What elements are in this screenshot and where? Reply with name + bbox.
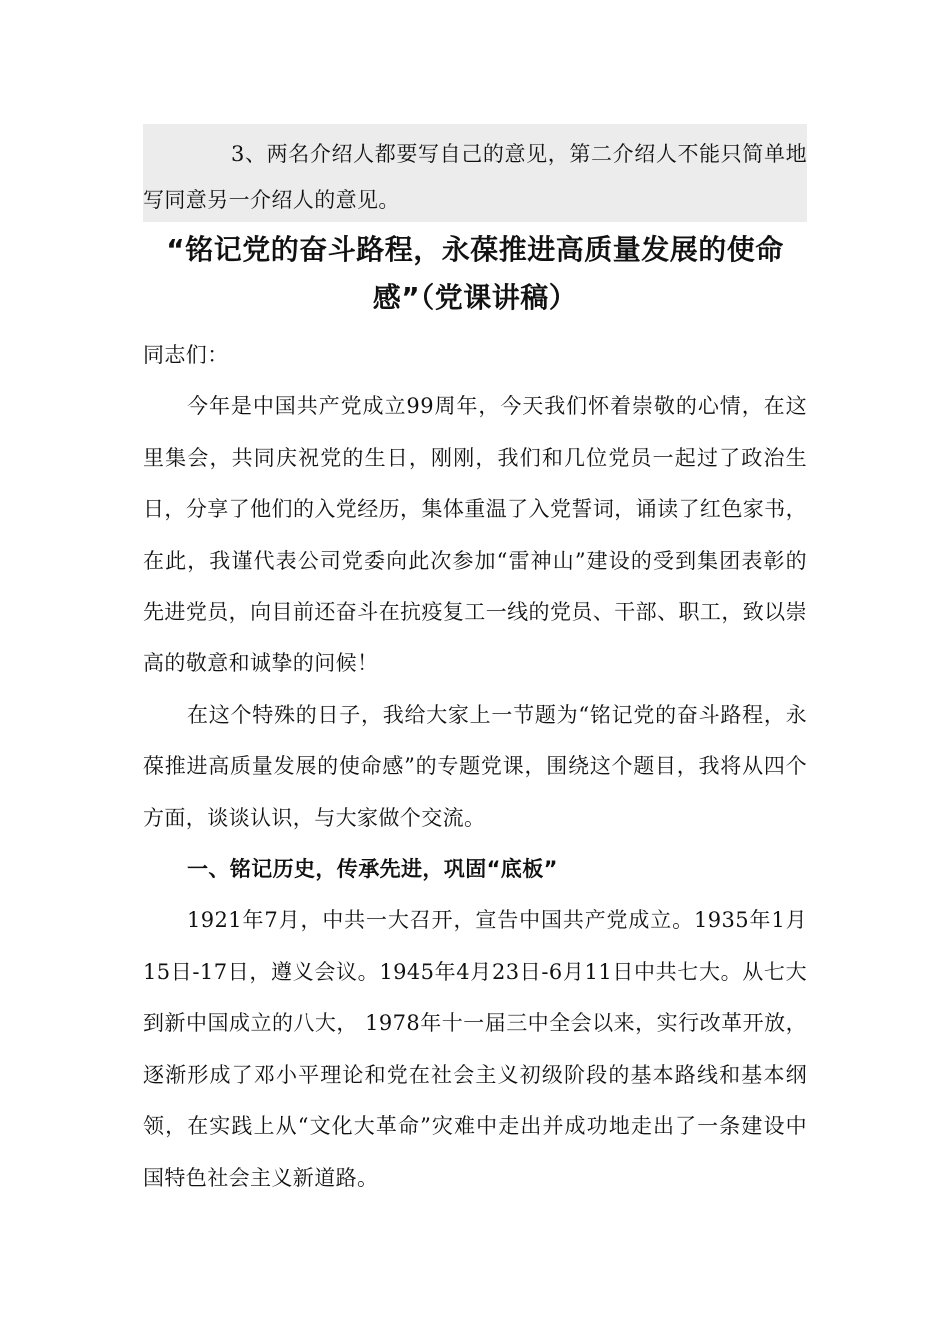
- document-title: “铭记党的奋斗路程，永葆推进高质量发展的使命感”（党课讲稿）: [166, 233, 784, 314]
- salutation: 同志们：: [143, 343, 229, 367]
- paragraph-history: 1921年7月，中共一大召开，宣告中国共产党成立。1935年1月15日-17日，遵义会议。1945年4月23日-6月11日中共七大。从七大到新中国成立的八大， 1978年十一届三中全会以来，实行改革开放，逐渐形成了邓小平理论和党在社会主义初级阶段的基本路线和基本纲领，在实践上从“文化大革命”灾难中走出并成功地走出了一条建设中国特色社会主义新道路。: [143, 908, 807, 1190]
- highlighted-note: [143, 124, 807, 222]
- document-body: [143, 330, 807, 1204]
- paragraph-introduction: 在这个特殊的日子，我给大家上一节题为“铭记党的奋斗路程，永葆推进高质量发展的使命感”的专题党课，围绕这个题目，我将从四个方面，谈谈认识，与大家做个交流。: [143, 702, 807, 830]
- note-text: 3、两名介绍人都要写自己的意见，第二介绍人不能只简单地写同意另一介绍人的意见。: [143, 142, 807, 212]
- section-heading: 一、铭记历史，传承先进，巩固“底板”: [187, 857, 558, 882]
- paragraph-opening: 今年是中国共产党成立99周年，今天我们怀着崇敬的心情，在这里集会，共同庆祝党的生日，刚刚，我们和几位党员一起过了政治生日，分享了他们的入党经历，集体重温了入党誓词，诵读了红色家书，在此，我谨代表公司党委向此次参加“雷神山”建设的受到集团表彰的先进党员，向目前还奋斗在抗疫复工一线的党员、干部、职工，致以崇高的敬意和诚挚的问候！: [143, 394, 807, 676]
